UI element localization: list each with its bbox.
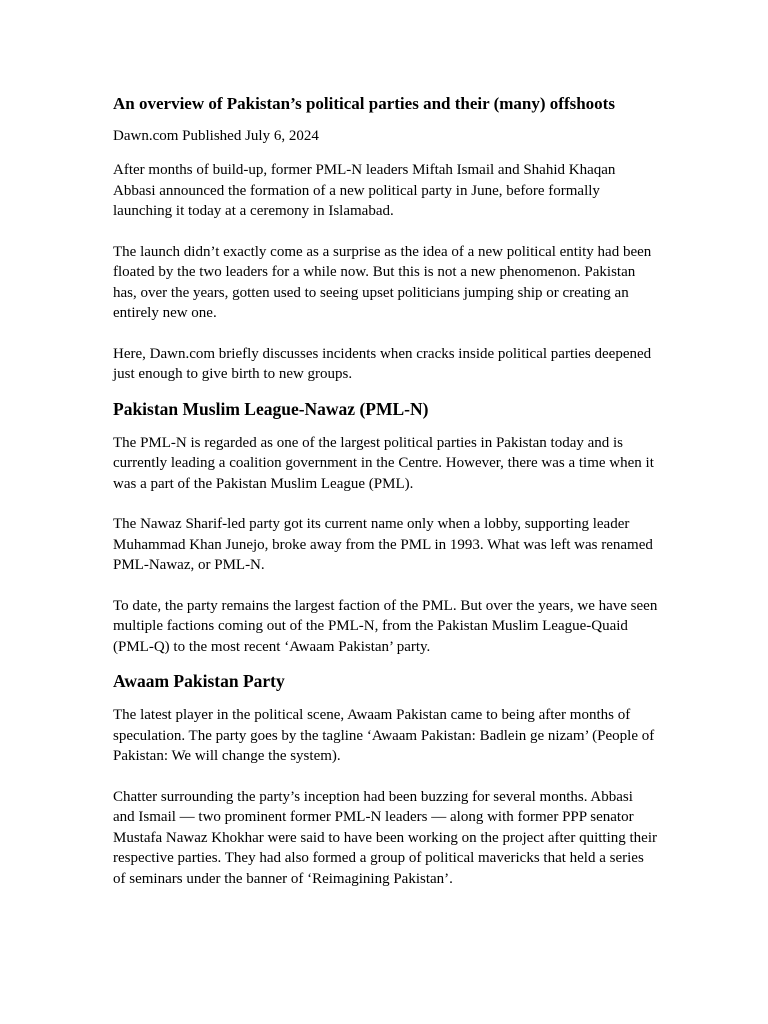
section-paragraph: The Nawaz Sharif-led party got its current name only when a lobby, supporting leader Muhammad Khan Junejo, broke away from the PML in 1993. What was left was renamed PML-Nawaz, or PML-N. <box>113 516 653 573</box>
article-byline: Dawn.com Published July 6, 2024 <box>113 128 319 144</box>
intro-paragraph: After months of build-up, former PML-N leaders Miftah Ismail and Shahid Khaqan Abbasi announced the formation of a new political party in June, before formally launching it today at a ceremony in Islamabad. <box>113 162 616 219</box>
intro-paragraph: The launch didn’t exactly come as a surprise as the idea of a new political entity had been floated by the two leaders for a while now. But this is not a new phenomenon. Pakistan has, over the years, gotten used to seeing upset politicians jumping ship or creating an entirely new one. <box>113 243 652 321</box>
section-paragraph: The PML-N is regarded as one of the largest political parties in Pakistan today and is currently leading a coalition government in the Centre. However, there was a time when it was a part of the Pakistan Muslim League (PML). <box>113 434 654 492</box>
intro-paragraph: Here, Dawn.com briefly discusses incidents when cracks inside political parties deepened just enough to give birth to new groups. <box>113 345 652 382</box>
section-heading-pml-n: Pakistan Muslim League-Nawaz (PML-N) <box>113 398 429 419</box>
section-heading-awaam-pakistan: Awaam Pakistan Party <box>113 671 285 691</box>
article <box>113 92 658 909</box>
section-paragraph: To date, the party remains the largest faction of the PML. But over the years, we have seen multiple factions coming out of the PML-N, from the Pakistan Muslim League-Quaid (PML-Q) to the most recent ‘Awaam Pakistan’ party. <box>113 597 658 655</box>
section-paragraph: The latest player in the political scene, Awaam Pakistan came to being after months of speculation. The party goes by the tagline ‘Awaam Pakistan: Badlein ge nizam’ (People of Pakistan: We will change the system). <box>113 707 655 764</box>
article-title: An overview of Pakistan’s political parties and their (many) offshoots <box>113 94 615 113</box>
section-paragraph: Chatter surrounding the party’s inception had been buzzing for several months. Abbasi and Ismail — two prominent former PML-N leaders — along with former PPP senator Mustafa Nawaz Khokhar were said to have been working on the project after quitting their respective parties. They had also formed a group of political mavericks that held a series of seminars under the banner of ‘Reimagining Pakistan’. <box>113 788 657 887</box>
